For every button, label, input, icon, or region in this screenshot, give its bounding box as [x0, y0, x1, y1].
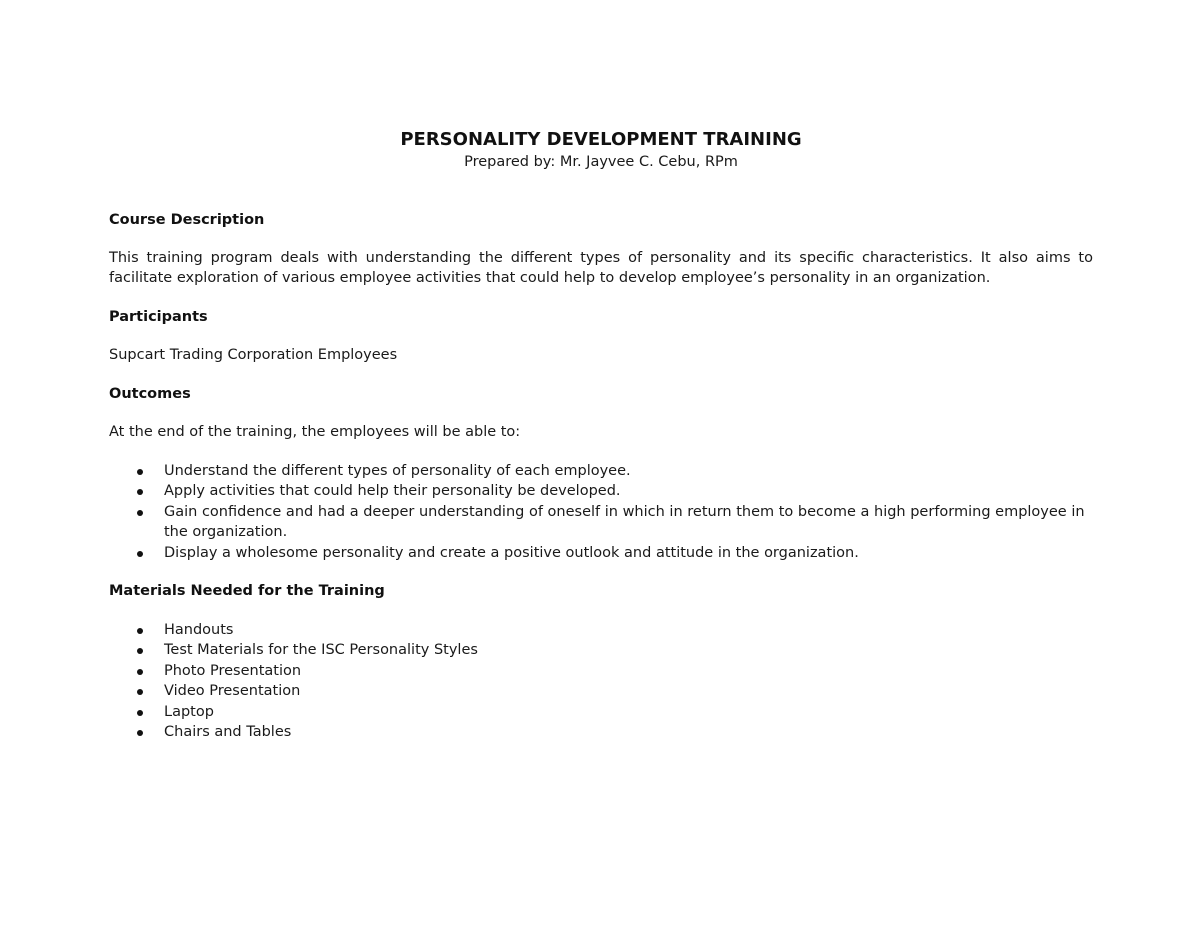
outcomes-heading: Outcomes [109, 386, 191, 402]
list-item-text: Handouts [164, 622, 234, 639]
list-item [109, 702, 1093, 722]
document-title: PERSONALITY DEVELOPMENT TRAINING [400, 129, 802, 150]
list-item-text: Chairs and Tables [164, 724, 292, 741]
list-item [109, 543, 1093, 563]
bullet-icon [137, 469, 143, 475]
participants-text: Supcart Trading Corporation Employees [109, 347, 398, 363]
list-item [109, 661, 1093, 681]
list-item [109, 461, 1093, 481]
outcomes-list [109, 461, 1093, 563]
bullet-icon [137, 648, 143, 654]
course-description-text: This training program deals with understanding the different types of personality and its specific characteristics. It also aims to facilitate exploration of various employee activities that could help to develop employee’s personality in an organization. [109, 250, 1093, 286]
list-item [109, 640, 1093, 660]
list-item-text: Gain confidence and had a deeper understanding of oneself in which in return them to become a high performing employee in the organization. [164, 503, 1085, 541]
bullet-icon [137, 669, 143, 675]
document-subtitle: Prepared by: Mr. Jayvee C. Cebu, RPm [464, 154, 738, 170]
list-item-text: Laptop [164, 703, 214, 720]
materials-heading: Materials Needed for the Training [109, 583, 385, 600]
bullet-icon [137, 730, 143, 736]
list-item [109, 620, 1093, 640]
list-item-text: Photo Presentation [164, 662, 302, 679]
list-item-text: Display a wholesome personality and create a positive outlook and attitude in the organization. [164, 544, 859, 561]
list-item-text: Video Presentation [164, 683, 301, 700]
course-description-heading: Course Description [109, 212, 265, 228]
bullet-icon [137, 710, 143, 716]
document-page [109, 128, 1093, 742]
outcomes-intro: At the end of the training, the employees will be able to: [109, 424, 521, 440]
list-item [109, 502, 1093, 543]
list-item-text: Understand the different types of personality of each employee. [164, 463, 631, 479]
participants-heading: Participants [109, 309, 208, 325]
bullet-icon [137, 510, 143, 516]
list-item-text: Test Materials for the ISC Personality Styles [164, 642, 478, 659]
bullet-icon [137, 628, 143, 634]
bullet-icon [137, 689, 143, 695]
list-item-text: Apply activities that could help their personality be developed. [164, 483, 621, 500]
materials-list [109, 620, 1093, 742]
list-item [109, 481, 1093, 501]
bullet-icon [137, 489, 143, 495]
list-item [109, 722, 1093, 742]
bullet-icon [137, 551, 143, 557]
list-item [109, 681, 1093, 701]
